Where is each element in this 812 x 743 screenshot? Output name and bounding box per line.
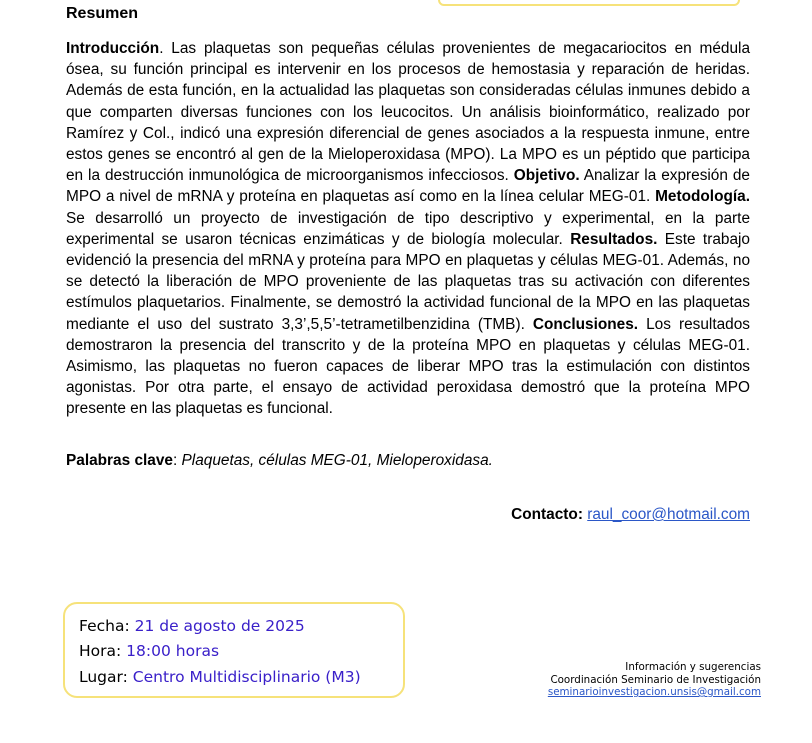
keywords-separator: : bbox=[172, 452, 182, 469]
event-date-value: 21 de agosto de 2025 bbox=[134, 617, 305, 635]
event-date-label: Fecha: bbox=[79, 617, 135, 635]
section-title: Resumen bbox=[66, 5, 139, 22]
contact-line bbox=[511, 506, 750, 524]
metodologia-text: Se desarrolló un proyecto de investigación de tipo descriptivo y experimental, en la parte experimental se usaron técnicas enzimáticas y de biología molecular. bbox=[66, 209, 750, 248]
intro-text: . Las plaquetas son pequeñas células provenientes de megacariocitos en médula ósea, su función principal es intervenir en los procesos de hemostasia y reparación de heridas. Además de esta función, en la actualidad las plaquetas son consideradas células inmunes debido a que comparten diversas funciones con los leucocitos. Un análisis bioinformático, realizado por Ramírez y Col., indicó una expresión diferencial de genes asociados a la respuesta inmune, entre estos genes se encontró al gen de la Mieloperoxidasa (MPO). La MPO es un péptido que participa en la destrucción inmunológica de microorganismos infecciosos. bbox=[66, 40, 750, 185]
event-time-row bbox=[79, 642, 219, 660]
top-decorative-box bbox=[438, 0, 740, 6]
conclusiones-label: Conclusiones. bbox=[532, 315, 639, 333]
event-time-value: 18:00 horas bbox=[126, 642, 220, 660]
keywords-line bbox=[66, 452, 493, 470]
event-place-value: Centro Multidisciplinario (M3) bbox=[132, 668, 361, 686]
intro-label: Introducción bbox=[66, 40, 160, 57]
objetivo-text: Analizar la expresión de MPO a nivel de mRNA y proteína en plaquetas así como en la línea celular MEG-01. bbox=[66, 167, 750, 206]
event-time-label: Hora: bbox=[79, 642, 127, 660]
keywords-value: Plaquetas, células MEG-01, Mieloperoxidasa. bbox=[181, 452, 493, 469]
conclusiones-text: Los resultados demostraron la presencia del transcrito y de la proteína MPO en plaquetas y células MEG-01. Asimismo, las plaquetas no fueron capaces de liberar MPO tras la estimulación con distintos agonistas. Por otra parte, el ensayo de actividad peroxidasa demostró que la proteína MPO presente en las plaquetas es funcional. bbox=[66, 315, 750, 418]
objetivo-label: Objetivo. bbox=[513, 167, 580, 185]
event-info-box bbox=[63, 602, 405, 698]
resultados-label: Resultados. bbox=[570, 230, 658, 248]
info-footer bbox=[548, 661, 761, 699]
contact-email-link[interactable]: raul_coor@hotmail.com bbox=[587, 506, 750, 523]
info-coordination: Coordinación Seminario de Investigación bbox=[550, 673, 761, 686]
contact-label: Contacto: bbox=[511, 506, 583, 523]
resultados-text: Este trabajo evidenció la presencia del mRNA y proteína para MPO en plaquetas y células MEG-01. Además, no se detectó la liberación de MPO proveniente de las plaquetas tras su activación con diferentes estímulos plaquetarios. Finalmente, se demostró la actividad funcional de la MPO en las plaquetas mediante el uso del sustrato 3,3’,5,5’-tetrametilbenzidina (TMB). bbox=[66, 230, 750, 333]
info-email-link[interactable]: seminarioinvestigacion.unsis@gmail.com bbox=[547, 686, 761, 698]
event-place-row bbox=[79, 668, 361, 686]
abstract-paragraph bbox=[66, 38, 750, 420]
info-title: Información y sugerencias bbox=[625, 661, 761, 673]
event-place-label: Lugar: bbox=[79, 668, 133, 686]
metodologia-label: Metodología. bbox=[655, 188, 750, 206]
keywords-label: Palabras clave bbox=[66, 452, 173, 469]
event-date-row bbox=[79, 617, 305, 635]
